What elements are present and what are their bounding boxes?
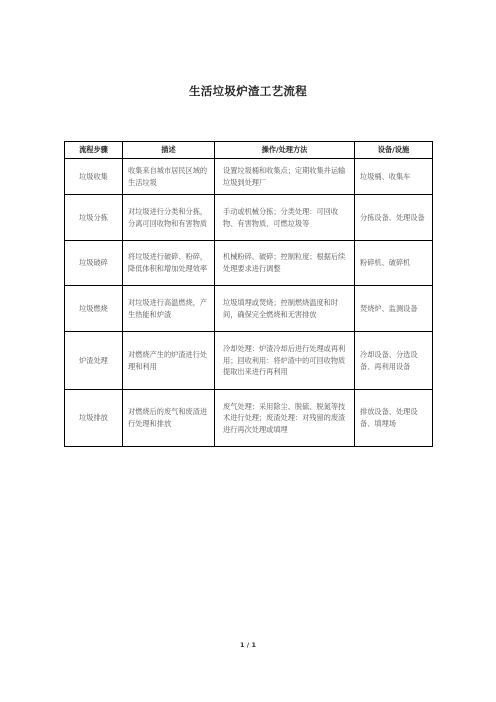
process-table [64, 141, 433, 447]
cell-equipment: 分拣设备、处理设备 [355, 195, 433, 241]
header-step: 流程步骤 [65, 142, 123, 159]
cell-step: 垃圾分拣 [65, 195, 123, 241]
cell-equipment: 焚烧炉、监测设备 [355, 286, 433, 332]
page-number: 1 / 1 [240, 641, 256, 649]
cell-description: 对燃烧后的废气和废渣进行处理和排放 [123, 390, 215, 447]
table-header-row [65, 142, 433, 159]
header-description: 描述 [123, 142, 215, 159]
table-row [65, 332, 433, 390]
cell-step: 垃圾排放 [65, 390, 123, 447]
cell-method: 手动或机械分拣；分类处理：可回收物、有害物质、可燃垃圾等 [215, 195, 355, 241]
cell-method: 机械粉碎、破碎；控制粒度；根据后续处理要求进行调整 [215, 241, 355, 286]
table-row [65, 286, 433, 332]
cell-description: 对燃烧产生的炉渣进行处理和利用 [123, 332, 215, 390]
cell-description: 对垃圾进行高温燃烧，产生热能和炉渣 [123, 286, 215, 332]
cell-step: 垃圾收集 [65, 159, 123, 195]
cell-description: 将垃圾进行破碎、粉碎，降低体积和增加处理效率 [123, 241, 215, 286]
table-row [65, 195, 433, 241]
header-equipment: 设备/设施 [355, 142, 433, 159]
cell-description: 对垃圾进行分类和分拣，分离可回收物和有害物质 [123, 195, 215, 241]
table-row [65, 390, 433, 447]
header-method: 操作/处理方法 [215, 142, 355, 159]
cell-step: 垃圾破碎 [65, 241, 123, 286]
cell-equipment: 冷却设备、分选设备、再利用设备 [355, 332, 433, 390]
cell-equipment: 垃圾桶、收集车 [355, 159, 433, 195]
cell-method: 设置垃圾桶和收集点；定期收集并运输垃圾到处理厂 [215, 159, 355, 195]
table-row [65, 159, 433, 195]
cell-method: 垃圾填埋或焚烧；控制燃烧温度和时间，确保完全燃烧和无害排放 [215, 286, 355, 332]
cell-method: 冷却处理：炉渣冷却后进行处理或再利用；回收利用：将炉渣中的可回收物质提取出来进行再利用 [215, 332, 355, 390]
cell-equipment: 粉碎机、破碎机 [355, 241, 433, 286]
cell-description: 收集来自城市居民区域的生活垃圾 [123, 159, 215, 195]
cell-equipment: 排放设备、处理设备、填埋场 [355, 390, 433, 447]
cell-step: 炉渣处理 [65, 332, 123, 390]
cell-step: 垃圾燃烧 [65, 286, 123, 332]
cell-method: 废气处理：采用除尘、脱硫、脱氮等技术进行处理；废渣处理：对残留的废渣进行再次处理或填埋 [215, 390, 355, 447]
document-title: 生活垃圾炉渣工艺流程 [189, 84, 307, 98]
table-row [65, 241, 433, 286]
